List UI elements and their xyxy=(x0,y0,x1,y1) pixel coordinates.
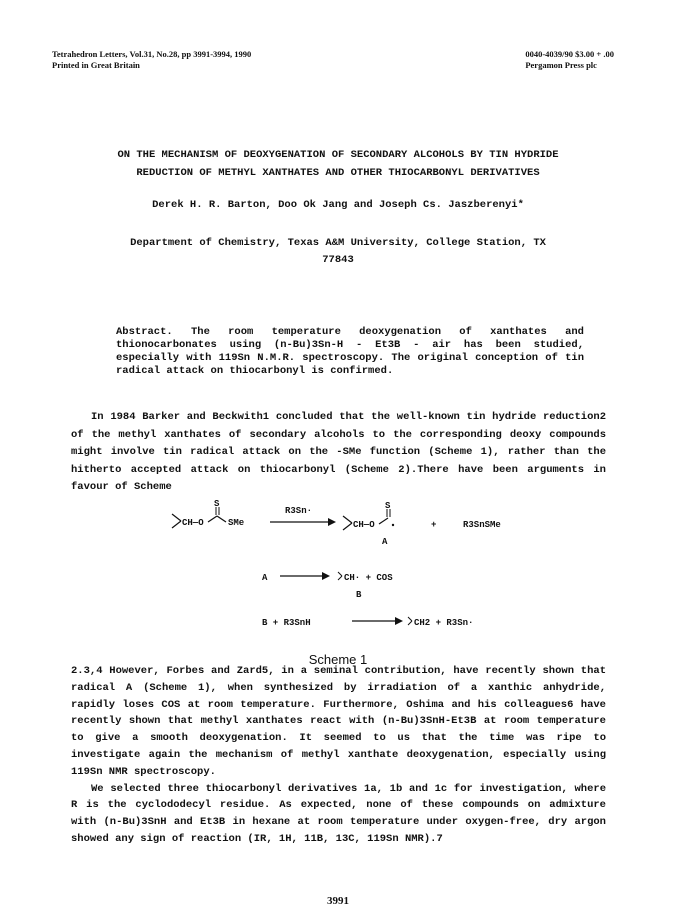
bond-line xyxy=(338,576,342,580)
body-paragraph-1: In 1984 Barker and Beckwith1 concluded that the well-known tin hydride reduction2 of the methyl xanthates of secondary alcohols to the corresponding deoxy compounds might involve tin radical attack on the -SMe function (Scheme 1), rather than the hitherto accepted attack on thiocarbonyl (Scheme 2).There have been arguments in favour of Scheme xyxy=(71,411,606,493)
affiliation-line-2: 77843 xyxy=(322,254,354,266)
scheme-1-diagram xyxy=(0,500,676,650)
reactant-right: SMe xyxy=(228,518,245,528)
radical-dot xyxy=(392,524,394,526)
arrow-head xyxy=(322,572,330,580)
issn-price: 0040-4039/90 $3.00 + .00 xyxy=(525,49,614,59)
paragraph-3-text: We selected three thiocarbonyl derivatives 1a, 1b and 1c for investigation, where R is the cyclododecyl residue. As expected, none of these compounds on admixture with (n-Bu)3SnH and Et3B in hexane at room temperature under oxygen-free, dry argon showed any sign of reaction (IR, 1H, 11B, 13C, 119Sn NMR).7 xyxy=(71,782,606,845)
bond-line xyxy=(217,516,226,522)
bond-line xyxy=(343,523,352,530)
paragraph-2-text: 2.3,4 However, Forbes and Zard5, in a seminal contribution, have recently shown that radical A (Scheme 1), when synthesized by irradiation of a xanthic anhydride, rapidly loses COS at room temperature. Furthermore, Oshima and his colleagues6 have recently shown that methyl xanthates react with (n-Bu)3SnH-Et3B at room temperature to give a smooth deoxygenation. It seemed to us that the time was ripe to investigate again the mechanism of methyl xanthate deoxygenation, especially using 119Sn NMR spectroscopy. xyxy=(71,665,606,778)
abstract xyxy=(116,326,584,378)
author-list: Derek H. R. Barton, Doo Ok Jang and Joseph Cs. Jaszberenyi* xyxy=(152,199,524,211)
title-line-2: REDUCTION OF METHYL XANTHATES AND OTHER THIOCARBONYL DERIVATIVES xyxy=(136,167,540,179)
article-title xyxy=(40,146,636,182)
sulfur-label-2: S xyxy=(385,501,391,511)
bond-line xyxy=(408,621,412,625)
step2-products: CH· + COS xyxy=(344,573,393,583)
arrow-head xyxy=(395,617,403,625)
step2-label-a: A xyxy=(262,573,268,583)
product-radical: CH—O xyxy=(353,520,375,530)
publisher-header xyxy=(525,49,614,71)
bond-line xyxy=(338,572,342,576)
label-a: A xyxy=(382,537,388,547)
abstract-label: Abstract. xyxy=(116,326,173,338)
journal-citation: Tetrahedron Letters, Vol.31, No.28, pp 3991-3994, 1990 xyxy=(52,49,252,59)
bond-line xyxy=(343,516,352,523)
reactant-left: CH—O xyxy=(182,518,204,528)
bond-line xyxy=(172,521,181,528)
publisher: Pergamon Press plc xyxy=(525,60,597,70)
label-b: B xyxy=(356,590,362,600)
bond-line xyxy=(208,516,217,522)
abstract-text: The room temperature deoxygenation of xanthates and thionocarbonates using (n-Bu)3Sn-H - Et3B - air has been studied, especially with 119Sn N.M.R. spectroscopy. The original conception of tin radical attack on thiocarbonyl is confirmed. xyxy=(116,326,584,377)
byproduct: R3SnSMe xyxy=(463,520,501,530)
bond-line xyxy=(379,518,388,524)
title-line-1: ON THE MECHANISM OF DEOXYGENATION OF SECONDARY ALCOHOLS BY TIN HYDRIDE xyxy=(117,149,559,161)
printed-in: Printed in Great Britain xyxy=(52,60,140,70)
journal-header xyxy=(52,49,251,71)
arrow-head xyxy=(328,518,336,526)
step3-reagents: B + R3SnH xyxy=(262,618,311,628)
affiliation xyxy=(40,235,636,269)
bond-line xyxy=(408,617,412,621)
sulfur-label: S xyxy=(214,500,220,509)
body-paragraph-2 xyxy=(71,663,606,848)
page-number: 3991 xyxy=(327,895,349,907)
bond-line xyxy=(172,514,181,521)
reagent-label: R3Sn· xyxy=(285,506,313,516)
affiliation-line-1: Department of Chemistry, Texas A&M University, College Station, TX xyxy=(130,237,546,249)
scheme-caption: Scheme 1 xyxy=(308,652,368,667)
step3-products: CH2 + R3Sn· xyxy=(414,618,474,628)
plus-sign: + xyxy=(431,520,437,530)
